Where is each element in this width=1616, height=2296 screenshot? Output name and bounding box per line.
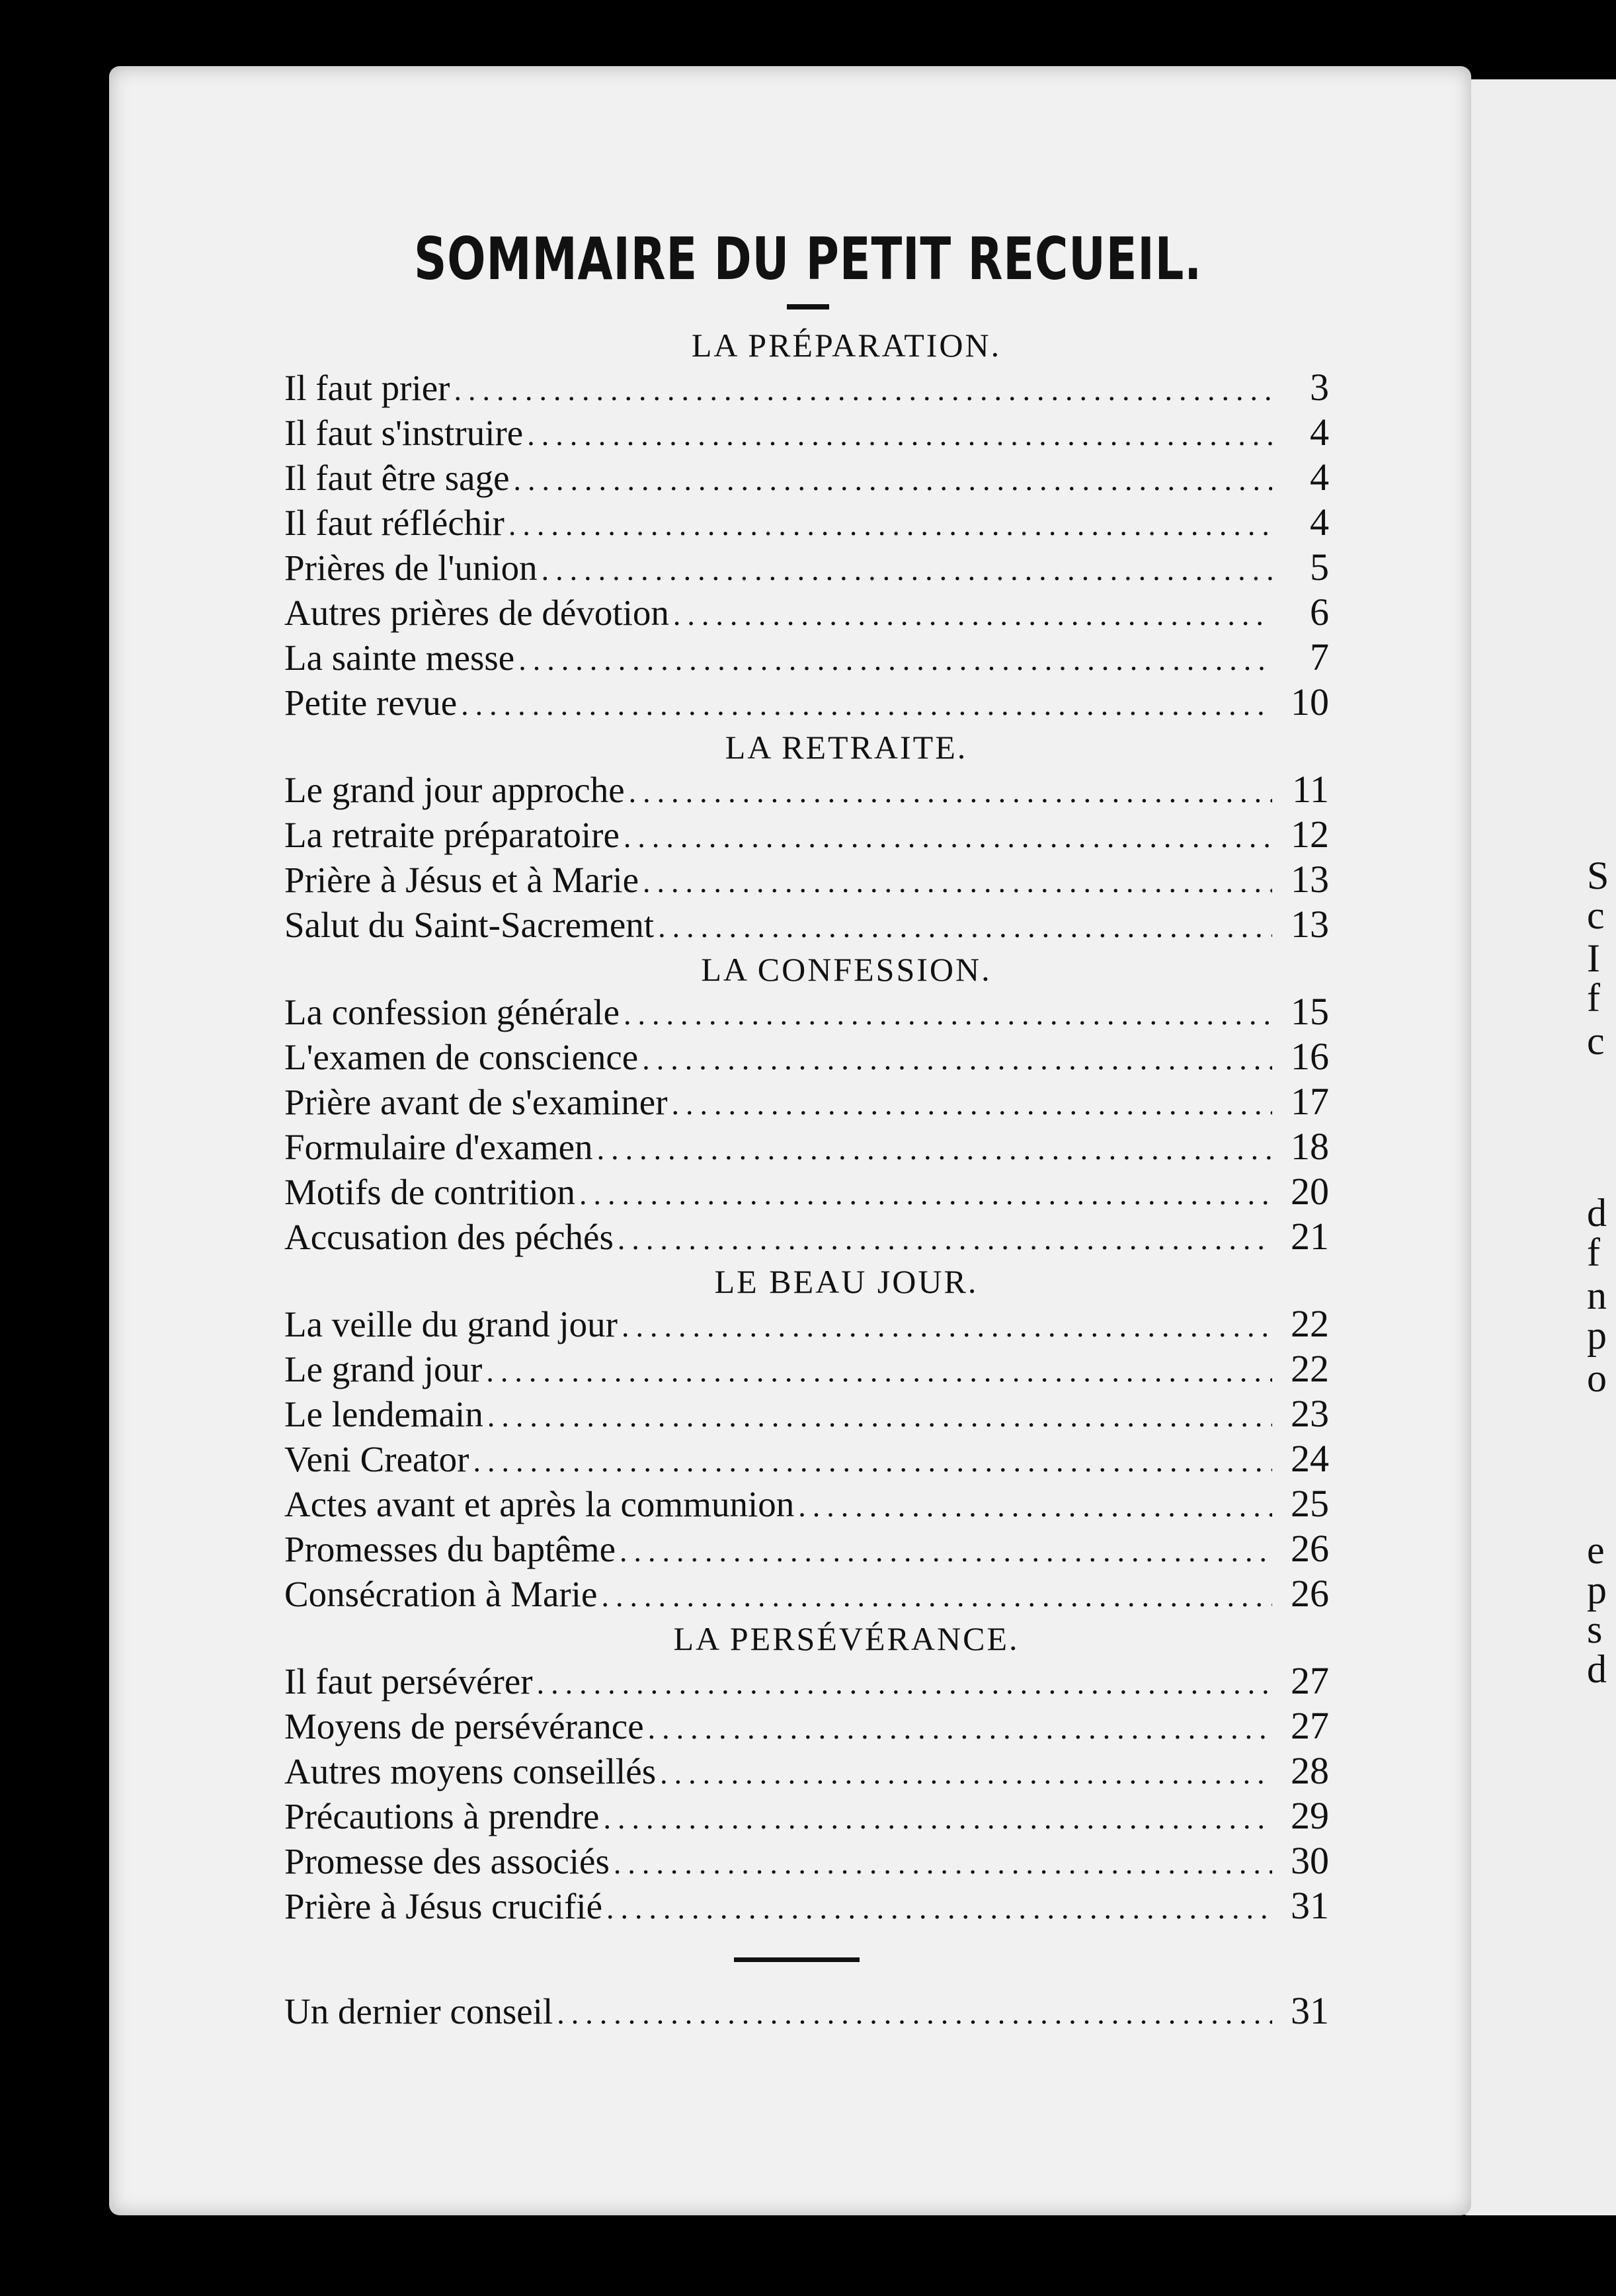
toc-entry-label: Motifs de contrition: [284, 1172, 575, 1212]
dot-leader: [658, 906, 1272, 948]
toc-entry-label: La confession générale: [284, 992, 620, 1032]
toc-entry-label: Prière à Jésus crucifié: [284, 1886, 603, 1926]
toc-entry: [284, 411, 1329, 456]
adjacent-page-text: [1587, 0, 1616, 2296]
toc-entry: [284, 546, 1329, 591]
adjacent-page-letter: S: [1587, 854, 1609, 897]
dot-leader: [673, 594, 1272, 636]
adjacent-page-letter: s: [1587, 1608, 1603, 1651]
dot-leader: [514, 459, 1272, 501]
toc-entry-page: 25: [1291, 1483, 1329, 1525]
toc-entry-page: 28: [1291, 1750, 1329, 1792]
toc-entry-label: Promesse des associés: [284, 1841, 610, 1881]
toc-entry-page: 13: [1291, 858, 1329, 901]
dot-leader: [557, 1992, 1272, 2035]
toc-entry: [284, 591, 1329, 636]
toc-entry-label: Consécration à Marie: [284, 1574, 598, 1614]
dot-leader: [629, 771, 1272, 813]
dot-leader: [579, 1173, 1272, 1215]
toc-entry-label: Salut du Saint-Sacrement: [284, 905, 655, 945]
dot-leader: [461, 684, 1272, 726]
section-heading: LA PRÉPARATION.: [691, 327, 1002, 364]
toc-entry-label: Prière avant de s'examiner: [284, 1082, 668, 1122]
toc-entry-label: Veni Creator: [284, 1439, 469, 1479]
dot-leader: [486, 1350, 1272, 1393]
dot-leader: [614, 1842, 1272, 1885]
toc-entry: [284, 501, 1329, 546]
toc-entry-page: 22: [1291, 1303, 1329, 1345]
toc-entry-label: Un dernier conseil: [284, 1991, 553, 2031]
toc-entry-page: 24: [1291, 1438, 1329, 1480]
toc-entry: [284, 1795, 1329, 1840]
toc-entry-label: Petite revue: [284, 682, 458, 723]
dot-leader: [618, 1218, 1272, 1260]
dot-leader: [622, 1305, 1272, 1348]
adjacent-page-letter: d: [1587, 1191, 1607, 1235]
dot-leader: [624, 816, 1272, 858]
adjacent-page-letter: e: [1587, 1528, 1605, 1572]
dot-leader: [518, 639, 1272, 681]
toc-entry: [284, 768, 1329, 813]
toc-entry-page: 4: [1310, 411, 1329, 454]
toc-entry-label: Accusation des péchés: [284, 1217, 614, 1257]
toc-entry-label: Il faut être sage: [284, 458, 510, 498]
toc-entry: [284, 1705, 1329, 1750]
toc-entry: [284, 1170, 1329, 1215]
dot-leader: [624, 993, 1272, 1036]
dot-leader: [642, 1038, 1272, 1081]
toc-entry: [284, 1348, 1329, 1393]
toc-entry-label: Le grand jour: [284, 1349, 483, 1389]
toc-entry-label: Formulaire d'examen: [284, 1127, 593, 1167]
toc-entry-page: 21: [1291, 1215, 1329, 1258]
toc-entry: [284, 1081, 1329, 1126]
toc-entry-label: Il faut réfléchir: [284, 503, 505, 543]
toc-entry-page: 26: [1291, 1528, 1329, 1570]
toc-entry-page: 15: [1291, 991, 1329, 1033]
toc-entry: [284, 1483, 1329, 1528]
toc-entry-label: Précautions à prendre: [284, 1796, 600, 1836]
toc-entry-label: Autres moyens conseillés: [284, 1751, 657, 1791]
toc-entry-page: 20: [1291, 1170, 1329, 1213]
dot-leader: [601, 1575, 1272, 1618]
section-heading: LA PERSÉVÉRANCE.: [673, 1620, 1020, 1657]
toc-entry: [284, 1393, 1329, 1438]
toc-entry: [284, 1215, 1329, 1260]
dot-leader: [603, 1797, 1272, 1840]
toc-entry-page: 27: [1291, 1660, 1329, 1702]
section-heading: LA RETRAITE.: [725, 729, 968, 766]
dot-leader: [643, 861, 1272, 903]
toc-entry-page: 5: [1310, 546, 1329, 589]
toc-entry-page: 22: [1291, 1348, 1329, 1390]
toc-entry-label: La retraite préparatoire: [284, 815, 620, 855]
toc-entry-page: 12: [1291, 813, 1329, 856]
adjacent-page-letter: o: [1587, 1356, 1607, 1400]
section-rule: [734, 1957, 860, 1962]
toc-entry: [284, 813, 1329, 858]
toc-entry-page: 3: [1310, 366, 1329, 409]
toc-entry: [284, 366, 1329, 411]
toc-entry-page: 11: [1292, 768, 1329, 811]
toc-entry-label: Il faut s'instruire: [284, 413, 524, 453]
toc-entry-page: 13: [1291, 903, 1329, 946]
dot-leader: [508, 504, 1272, 546]
dot-leader: [620, 1530, 1272, 1573]
page-title: SOMMAIRE DU PETIT RECUEIL.: [414, 225, 1202, 293]
table-of-contents: [284, 324, 1329, 2035]
dot-leader: [527, 414, 1272, 456]
toc-entry-label: Autres prières de dévotion: [284, 593, 669, 633]
toc-entry: [284, 1750, 1329, 1795]
toc-entry: [284, 1126, 1329, 1170]
toc-entry-page: 23: [1291, 1393, 1329, 1435]
adjacent-page-letter: c: [1587, 1019, 1605, 1063]
dot-leader: [648, 1707, 1272, 1750]
adjacent-page-letter: n: [1587, 1274, 1607, 1317]
toc-entry-label: Il faut persévérer: [284, 1661, 533, 1702]
dot-leader: [454, 369, 1272, 411]
toc-entry-label: Le lendemain: [284, 1394, 483, 1434]
toc-entry-label: La sainte messe: [284, 637, 515, 678]
adjacent-page-letter: c: [1587, 893, 1605, 937]
toc-entry-page: 26: [1291, 1573, 1329, 1615]
toc-entry: [284, 1573, 1329, 1618]
dot-leader: [660, 1752, 1272, 1795]
adjacent-page-letter: f: [1587, 1231, 1600, 1274]
toc-entry: [284, 1528, 1329, 1573]
toc-entry-label: Promesses du baptême: [284, 1529, 616, 1569]
toc-entry-page: 10: [1291, 681, 1329, 723]
dot-leader: [597, 1128, 1272, 1170]
toc-entry-page: 31: [1291, 1990, 1329, 2032]
toc-entry-page: 7: [1310, 636, 1329, 678]
toc-entry: [284, 681, 1329, 726]
toc-entry: [284, 1840, 1329, 1885]
toc-entry: [284, 858, 1329, 903]
toc-entry-label: L'examen de conscience: [284, 1037, 639, 1077]
toc-entry-final: [284, 1990, 1329, 2035]
toc-entry-page: 16: [1291, 1036, 1329, 1078]
toc-entry-page: 30: [1291, 1840, 1329, 1882]
toc-entry-page: 4: [1310, 456, 1329, 499]
toc-entry: [284, 1438, 1329, 1483]
title-dash: [787, 304, 829, 309]
toc-entry-page: 27: [1291, 1705, 1329, 1747]
toc-entry: [284, 1660, 1329, 1705]
dot-leader: [537, 1662, 1272, 1705]
toc-entry-page: 31: [1291, 1885, 1329, 1927]
toc-entry-page: 18: [1291, 1126, 1329, 1168]
toc-entry: [284, 1303, 1329, 1348]
section-heading: LE BEAU JOUR.: [714, 1263, 979, 1300]
toc-entry: [284, 1036, 1329, 1081]
toc-entry-label: Prières de l'union: [284, 548, 538, 588]
toc-entry: [284, 991, 1329, 1036]
toc-entry-label: Le grand jour approche: [284, 770, 625, 810]
adjacent-page-letter: p: [1587, 1313, 1607, 1357]
dot-leader: [672, 1083, 1272, 1126]
section-heading: LA CONFESSION.: [701, 951, 992, 988]
toc-entry-label: Prière à Jésus et à Marie: [284, 860, 639, 900]
toc-entry-label: Actes avant et après la communion: [284, 1484, 795, 1524]
toc-entry-page: 17: [1291, 1081, 1329, 1123]
toc-entry-label: Il faut prier: [284, 368, 450, 408]
dot-leader: [473, 1440, 1273, 1483]
toc-entry: [284, 456, 1329, 501]
toc-entry-page: 4: [1310, 501, 1329, 544]
adjacent-page-letter: f: [1587, 976, 1600, 1020]
toc-entry-label: Moyens de persévérance: [284, 1706, 644, 1746]
toc-entry-page: 6: [1310, 591, 1329, 634]
dot-leader: [798, 1485, 1272, 1528]
toc-entry: [284, 903, 1329, 948]
toc-entry: [284, 1885, 1329, 1930]
toc-entry-page: 29: [1291, 1795, 1329, 1837]
dot-leader: [487, 1395, 1272, 1438]
adjacent-page-letter: p: [1587, 1568, 1607, 1612]
dot-leader: [606, 1887, 1272, 1930]
toc-entry: [284, 636, 1329, 681]
dot-leader: [542, 549, 1272, 591]
toc-entry-label: La veille du grand jour: [284, 1304, 618, 1344]
adjacent-page-letter: d: [1587, 1647, 1607, 1691]
adjacent-page-letter: I: [1587, 936, 1600, 980]
